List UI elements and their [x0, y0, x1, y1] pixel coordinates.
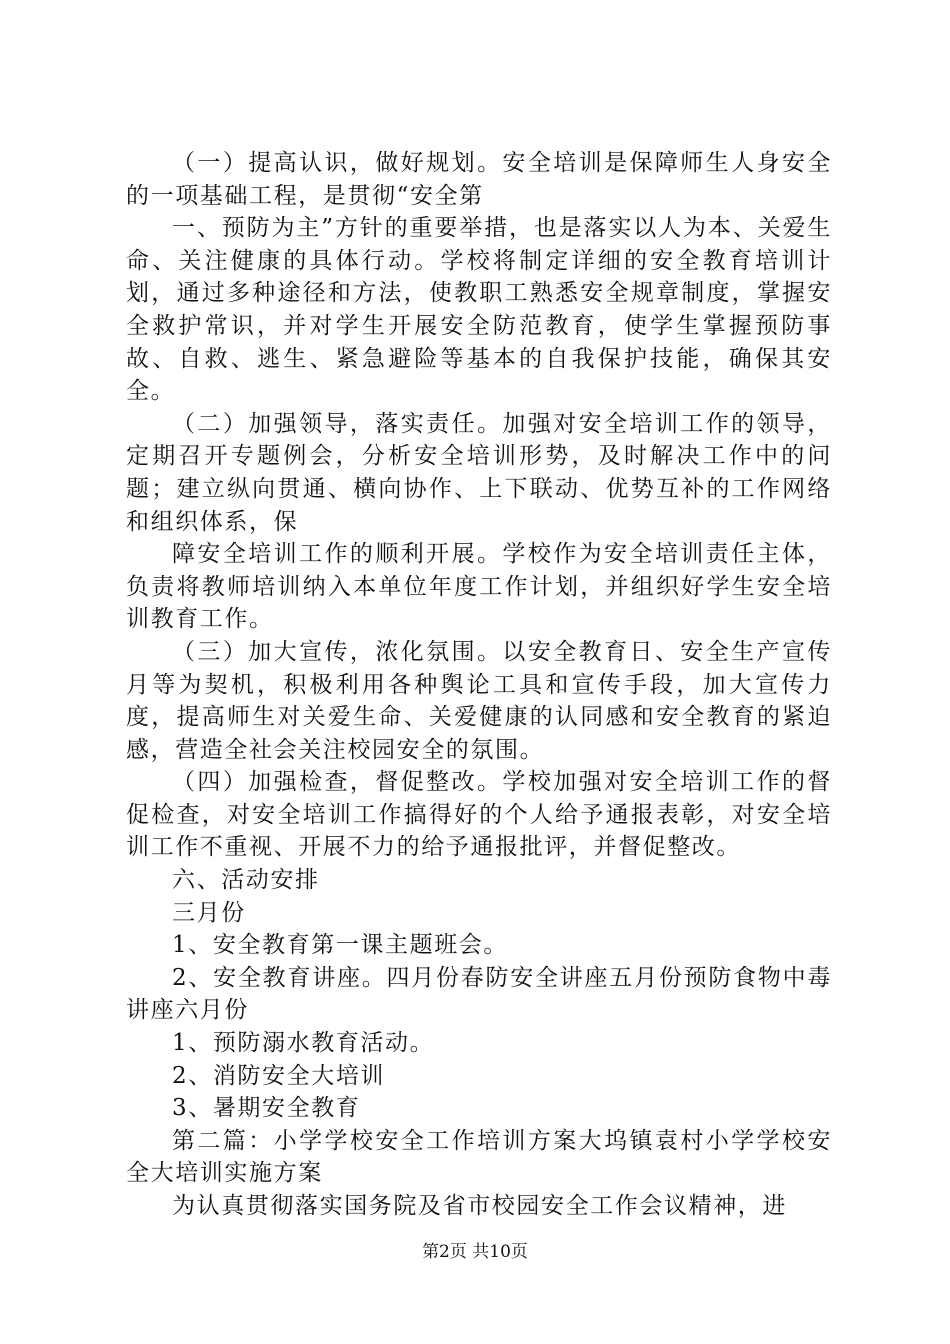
list-item: 3、暑期安全教育: [172, 1095, 361, 1122]
paragraph-4: 障安全培训工作的顺利开展。学校作为安全培训责任主体，负责将教师培训纳入本单位年度工作计划，并组织好学生安全培训教育工作。: [126, 541, 832, 633]
month-heading-march: 三月份: [172, 899, 246, 926]
list-item: 1、预防溺水教育活动。: [172, 1030, 435, 1057]
list-item: 2、安全教育讲座。四月份春防安全讲座五月份预防食物中毒讲座六月份: [126, 964, 832, 1024]
paragraph-6: （四）加强检查，督促整改。学校加强对安全培训工作的督促检查，对安全培训工作搞得好的个人给予通报表彰，对安全培训工作不重视、开展不力的给予通报批评，并督促整改。: [126, 769, 832, 861]
page-number-footer: 第2页 共10页: [422, 1242, 528, 1262]
paragraph-1: （一）提高认识，做好规划。安全培训是保障师生人身安全的一项基础工程，是贯彻“安全第: [126, 150, 832, 209]
paragraph-3: （二）加强领导，落实责任。加强对安全培训工作的领导，定期召开专题例会，分析安全培训形势，及时解决工作中的问题；建立纵向贯通、横向协作、上下联动、优势互补的工作网络和组织体系，保: [126, 410, 832, 535]
paragraph-intro: 为认真贯彻落实国务院及省市校园安全工作会议精神，进: [172, 1193, 787, 1219]
paragraph-2: 一、预防为主”方针的重要举措，也是落实以人为本、关爱生命、关注健康的具体行动。学校将制定详细的安全教育培训计划，通过多种途径和方法，使教职工熟悉安全规章制度，掌握安全救护常识，并对学生开展安全防范教育，使学生掌握预防事故、自救、逃生、紧急避险等基本的自我保护技能，确保其安全。: [126, 215, 832, 405]
list-item: 2、消防安全大培训: [172, 1062, 386, 1089]
document-body: [126, 147, 832, 1223]
chapter-title-part-two: 第二篇：小学学校安全工作培训方案大坞镇袁村小学学校安全大培训实施方案: [126, 1127, 832, 1187]
paragraph-5: （三）加大宣传，浓化氛围。以安全教育日、安全生产宣传月等为契机，积极利用各种舆论工具和宣传手段，加大宣传力度，提高师生对关爱生命、关爱健康的认同感和安全教育的紧迫感，营造全社会关注校园安全的氛围。: [126, 638, 832, 763]
list-item: 1、安全教育第一课主题班会。: [172, 932, 509, 959]
section-heading-activities: 六、活动安排: [172, 867, 320, 894]
